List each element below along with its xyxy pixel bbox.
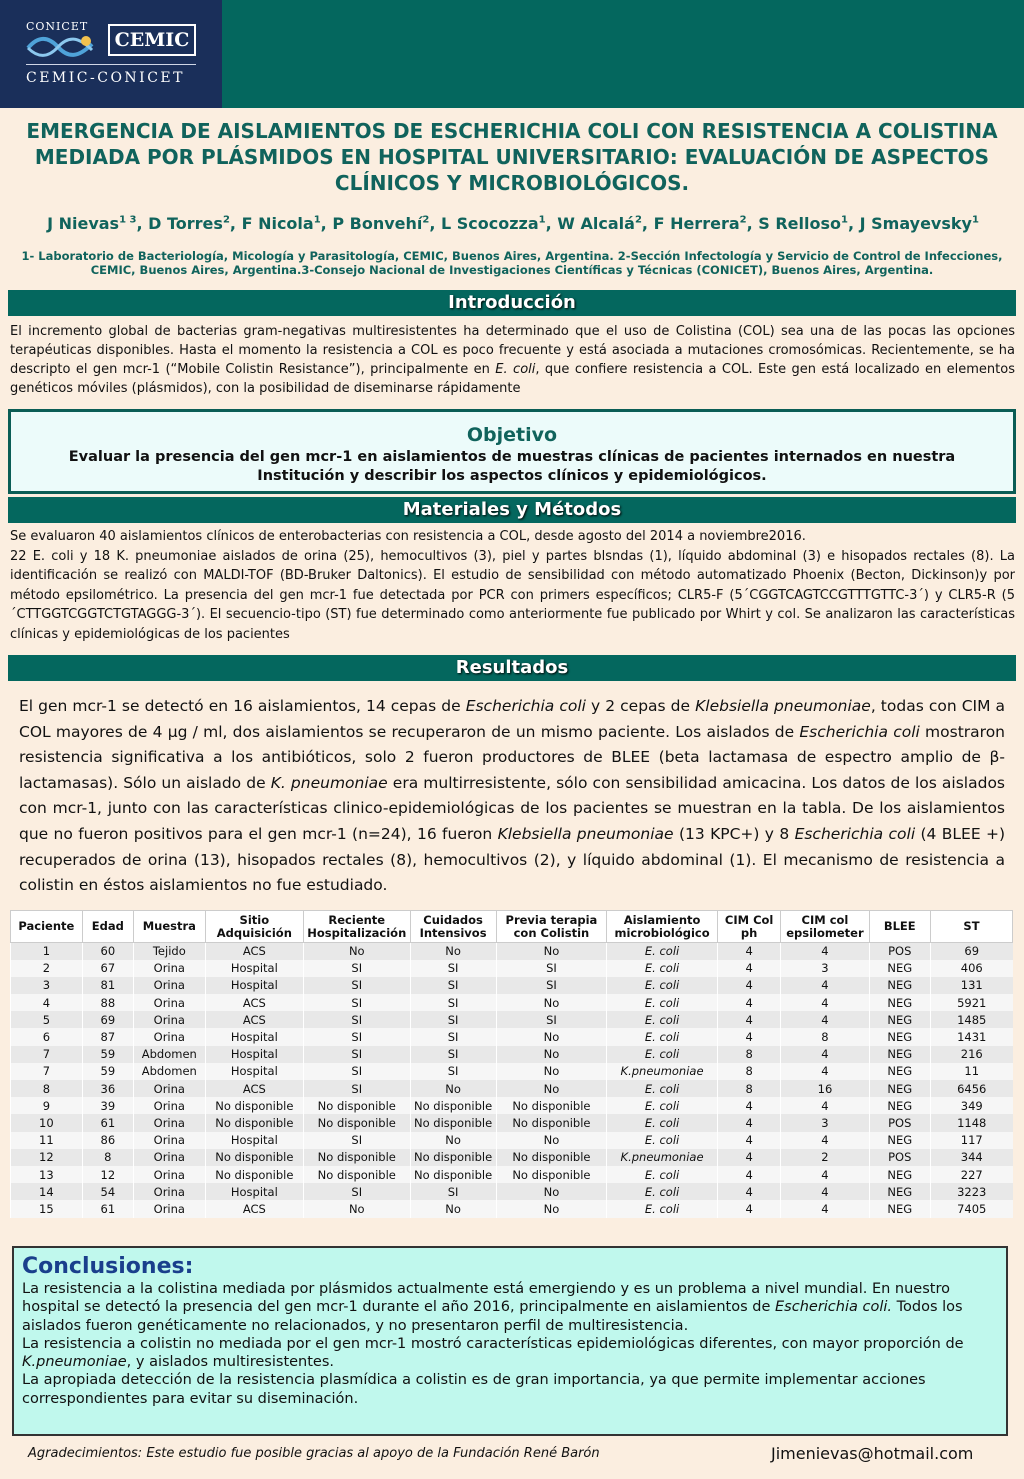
- table-cell: 59: [82, 1063, 133, 1080]
- table-row: [11, 1200, 1013, 1217]
- table-cell: 4: [717, 1200, 781, 1217]
- objetivo-heading: Objetivo: [466, 424, 558, 446]
- table-cell: No disponible: [205, 1149, 303, 1166]
- table-cell: 406: [930, 960, 1012, 977]
- conclusion-paragraph: La resistencia a colistin no mediada por el gen mcr-1 mostró características epidemiológicas diferentes, con mayor proporción de K.pneumoniae, y aislados multiresistentes.: [22, 1335, 964, 1371]
- table-cell: No disponible: [410, 1166, 496, 1183]
- table-cell: 4: [717, 960, 781, 977]
- table-cell: No: [496, 1063, 607, 1080]
- table-cell: 349: [930, 1097, 1012, 1114]
- methods-line: Se evaluaron 40 aislamientos clínicos de enterobacterias con resistencia a COL, desde agosto del 2014 a noviembre2016.: [10, 529, 806, 544]
- methods-heading: Materiales y Métodos: [8, 497, 1016, 523]
- table-cell: NEG: [869, 960, 930, 977]
- table-cell: SI: [410, 994, 496, 1011]
- table-cell: 9: [11, 1097, 83, 1114]
- table-cell: Hospital: [205, 1028, 303, 1045]
- table-cell: No: [304, 1200, 411, 1217]
- table-cell: Orina: [133, 1097, 205, 1114]
- table-cell: POS: [869, 943, 930, 960]
- table-cell: No disponible: [304, 1114, 411, 1131]
- table-cell: 131: [930, 977, 1012, 994]
- col-header: ST: [930, 911, 1012, 943]
- table-row: [11, 1114, 1013, 1131]
- table-cell: E. coli: [607, 1114, 718, 1131]
- author-name: P Bonvehí: [332, 214, 423, 233]
- table-cell: NEG: [869, 994, 930, 1011]
- table-cell: NEG: [869, 1063, 930, 1080]
- table-cell: 4: [781, 994, 869, 1011]
- objetivo-text: Evaluar la presencia del gen mcr-1 en aislamientos de muestras clínicas de pacientes internados en nuestra Institución y describir los aspectos clínicos y epidemiológicos.: [68, 449, 956, 484]
- table-cell: E. coli: [607, 1080, 718, 1097]
- author-name: F Nicola: [241, 214, 314, 233]
- results-table: [10, 910, 1013, 1218]
- cemic-logo: CEMIC: [108, 24, 196, 56]
- contact-email[interactable]: Jimenievas@hotmail.com: [771, 1444, 974, 1463]
- table-cell: Orina: [133, 1183, 205, 1200]
- table-cell: 8: [717, 1063, 781, 1080]
- table-row: [11, 1166, 1013, 1183]
- table-cell: No disponible: [304, 1149, 411, 1166]
- table-cell: No disponible: [496, 1166, 607, 1183]
- table-cell: 4: [717, 1183, 781, 1200]
- table-cell: Orina: [133, 977, 205, 994]
- table-cell: Orina: [133, 1200, 205, 1217]
- table-cell: 3: [781, 1114, 869, 1131]
- methods-text: [10, 527, 1015, 644]
- table-cell: No: [410, 1132, 496, 1149]
- table-cell: 4: [717, 977, 781, 994]
- table-cell: 4: [717, 1097, 781, 1114]
- table-cell: SI: [410, 1046, 496, 1063]
- table-cell: 3223: [930, 1183, 1012, 1200]
- table-cell: 16: [781, 1080, 869, 1097]
- logo-divider: [26, 64, 196, 65]
- table-cell: ACS: [205, 1080, 303, 1097]
- table-cell: 8: [11, 1080, 83, 1097]
- table-cell: 87: [82, 1028, 133, 1045]
- table-cell: No: [410, 943, 496, 960]
- table-row: [11, 977, 1013, 994]
- author-name: J Smayevsky: [859, 214, 972, 233]
- table-cell: 4: [781, 1132, 869, 1149]
- table-cell: Hospital: [205, 1132, 303, 1149]
- table-cell: 69: [82, 1011, 133, 1028]
- table-cell: SI: [410, 1063, 496, 1080]
- table-cell: SI: [410, 1011, 496, 1028]
- table-cell: Orina: [133, 960, 205, 977]
- table-cell: E. coli: [607, 1183, 718, 1200]
- table-cell: NEG: [869, 977, 930, 994]
- results-text: El gen mcr-1 se detectó en 16 aislamientos, 14 cepas de Escherichia coli y 2 cepas de Klebsiella pneumoniae, todas con CIM a COL mayores de 4 µg / ml, dos aislamientos se recuperaron de un mismo paciente. Los aislados de Escherichia coli mostraron resistencia significativa a los antibióticos, solo 2 fueron productores de BLEE (beta lactamasa de espectro amplio de β-lactamasas). Sólo un aislado de K. pneumoniae era multirresistente, sólo con sensibilidad amicacina. Los datos de los aislados con mcr-1, junto con las características clinico-epidemiológicas de los pacientes se muestran en la tabla. De los aislamientos que no fueron positivos para el gen mcr-1 (n=24), 16 fueron Klebsiella pneumoniae (13 KPC+) y 8 Escherichia coli (4 BLEE +) recuperados de orina (13), hisopados rectales (8), hemocultivos (2), y líquido abdominal (1). El mecanismo de resistencia a colistin en éstos aislamientos no fue estudiado.: [19, 697, 1006, 895]
- table-row: [11, 1046, 1013, 1063]
- table-cell: No: [496, 1046, 607, 1063]
- table-cell: SI: [304, 994, 411, 1011]
- author-name: D Torres: [148, 214, 223, 233]
- table-cell: No: [410, 1080, 496, 1097]
- conclusions-text: [22, 1280, 998, 1408]
- author-name: F Herrera: [653, 214, 740, 233]
- table-cell: SI: [410, 1183, 496, 1200]
- table-cell: NEG: [869, 1046, 930, 1063]
- table-cell: No: [496, 1080, 607, 1097]
- table-cell: No disponible: [304, 1097, 411, 1114]
- table-cell: 12: [11, 1149, 83, 1166]
- table-cell: 2: [781, 1149, 869, 1166]
- conicet-wave-icon: [26, 34, 96, 60]
- col-header: Cuidados Intensivos: [410, 911, 496, 943]
- col-header: Aislamiento microbiológico: [607, 911, 718, 943]
- table-cell: Hospital: [205, 1183, 303, 1200]
- conclusion-paragraph: La resistencia a la colistina mediada por plásmidos actualmente está emergiendo y es un problema a nivel mundial. En nuestro hospital se detectó la presencia del gen mcr-1 durante el año 2016, principalmente en aislamientos de Escherichia coli. Todos los aislados fueron genéticamente no relacionados, y no presentaron perfil de multiresistencia.: [22, 1281, 963, 1334]
- table-cell: Hospital: [205, 977, 303, 994]
- table-row: [11, 1011, 1013, 1028]
- table-cell: 3: [781, 960, 869, 977]
- table-cell: NEG: [869, 1200, 930, 1217]
- table-cell: SI: [410, 960, 496, 977]
- table-cell: 1485: [930, 1011, 1012, 1028]
- col-header: CIM Col ph: [717, 911, 781, 943]
- author-list: J Nievas$^{1 3}$, D Torres$^2$, F Nicola$^1$, P Bonvehí$^2$, L Scocozza$^1$, W Alcalá$^2$, F Herrera$^2$, S Relloso$^1$, J Smayevsky$^1$: [47, 214, 979, 233]
- table-cell: 117: [930, 1132, 1012, 1149]
- table-cell: POS: [869, 1114, 930, 1131]
- table-cell: Orina: [133, 1149, 205, 1166]
- table-cell: SI: [304, 1046, 411, 1063]
- table-cell: 81: [82, 977, 133, 994]
- table-cell: 8: [82, 1149, 133, 1166]
- table-cell: 4: [781, 1097, 869, 1114]
- table-body: [11, 943, 1013, 1218]
- table-cell: Orina: [133, 1011, 205, 1028]
- table-cell: K.pneumoniae: [607, 1149, 718, 1166]
- col-header: Previa terapia con Colistin: [496, 911, 607, 943]
- table-cell: No: [304, 943, 411, 960]
- table-cell: No disponible: [205, 1166, 303, 1183]
- table-cell: NEG: [869, 1011, 930, 1028]
- table-row: [11, 1063, 1013, 1080]
- table-cell: Orina: [133, 994, 205, 1011]
- affiliations: 1- Laboratorio de Bacteriología, Micología y Parasitología, CEMIC, Buenos Aires, Argentina. 2-Sección Infectología y Servicio de Control de Infecciones, CEMIC, Buenos Aires, Argentina.3-Consejo Nacional de Investigaciones Científicas y Técnicas (CONICET), Buenos Aires, Argentina.: [21, 249, 1003, 277]
- table-cell: ACS: [205, 1011, 303, 1028]
- conicet-logo-text: CONICET: [26, 20, 89, 33]
- table-cell: Hospital: [205, 1063, 303, 1080]
- table-cell: 1431: [930, 1028, 1012, 1045]
- table-cell: 59: [82, 1046, 133, 1063]
- table-cell: E. coli: [607, 1046, 718, 1063]
- table-row: [11, 1149, 1013, 1166]
- table-cell: 4: [781, 977, 869, 994]
- table-cell: 227: [930, 1166, 1012, 1183]
- table-cell: 4: [717, 1114, 781, 1131]
- table-cell: Abdomen: [133, 1063, 205, 1080]
- table-cell: 12: [82, 1166, 133, 1183]
- table-cell: 69: [930, 943, 1012, 960]
- table-cell: 4: [717, 1028, 781, 1045]
- table-cell: No disponible: [410, 1149, 496, 1166]
- table-cell: SI: [410, 1028, 496, 1045]
- table-cell: 4: [781, 1183, 869, 1200]
- table-cell: 4: [781, 1063, 869, 1080]
- conclusions-box: [12, 1246, 1008, 1436]
- cemic-conicet-label: CEMIC-CONICET: [26, 70, 185, 86]
- table-cell: SI: [304, 1063, 411, 1080]
- table-row: [11, 1097, 1013, 1114]
- table-cell: No disponible: [496, 1114, 607, 1131]
- table-cell: Tejido: [133, 943, 205, 960]
- table-row: [11, 1028, 1013, 1045]
- col-header: BLEE: [869, 911, 930, 943]
- table-cell: 7: [11, 1063, 83, 1080]
- logo-block: [0, 0, 222, 108]
- author-name: L Scocozza: [440, 214, 539, 233]
- table-cell: Orina: [133, 1028, 205, 1045]
- acknowledgements: Agradecimientos: Este estudio fue posible gracias al apoyo de la Fundación René Barón: [28, 1446, 600, 1461]
- table-cell: E. coli: [607, 1132, 718, 1149]
- table-cell: SI: [304, 960, 411, 977]
- table-header-row: [11, 911, 1013, 943]
- objetivo-box: [8, 409, 1016, 494]
- table-cell: 54: [82, 1183, 133, 1200]
- table-cell: No disponible: [410, 1114, 496, 1131]
- methods-paragraph: 22 E. coli y 18 K. pneumoniae aislados de orina (25), hemocultivos (3), piel y partes blsndas (1), líquido abdominal (3) e hisopados rectales (8). La identificación se realizó con MALDI-TOF (BD-Bruker Daltonics). El estudio de sensibilidad con método automatizado Phoenix (Becton, Dickinson)y por método epsilométrico. La presencia del gen mcr-1 fue detectada por PCR con primers específicos; CLR5-F (5´CGGTCAGTCCGTTTGTTC-3´) y CLR5-R (5´CTTGGTCGGTCTGTAGGG-3´). El secuencio-tipo (ST) fue determinado como anteriormente fue publicado por Whirt y col. Se analizaron las características clínicas y epidemiológicas de los pacientes: [10, 548, 1015, 642]
- table-cell: 61: [82, 1114, 133, 1131]
- table-cell: 4: [717, 1149, 781, 1166]
- table-cell: 67: [82, 960, 133, 977]
- intro-text: El incremento global de bacterias gram-negativas multiresistentes ha determinado que el uso de Colistina (COL) sea una de las pocas las opciones terapéuticas disponibles. Hasta el momento la resistencia a COL es poco frecuente y está asociada a mutaciones cromosómicas. Recientemente, se ha descripto el gen mcr-1 (“Mobile Colistin Resistance”), principalmente en E. coli, que confiere resistencia a COL. Este gen está localizado en elementos genéticos móviles (plásmidos), con la posibilidad de diseminarse rápidamente: [10, 324, 1015, 396]
- table-cell: 4: [781, 1011, 869, 1028]
- table-cell: 86: [82, 1132, 133, 1149]
- col-header: Muestra: [133, 911, 205, 943]
- table-cell: SI: [304, 977, 411, 994]
- table-cell: E. coli: [607, 1028, 718, 1045]
- table-cell: SI: [304, 1011, 411, 1028]
- table-cell: 4: [781, 943, 869, 960]
- table-cell: 15: [11, 1200, 83, 1217]
- table-cell: No disponible: [205, 1114, 303, 1131]
- table-cell: NEG: [869, 1132, 930, 1149]
- table-cell: 39: [82, 1097, 133, 1114]
- table-cell: Orina: [133, 1080, 205, 1097]
- table-cell: E. coli: [607, 994, 718, 1011]
- table-cell: NEG: [869, 1080, 930, 1097]
- table-cell: SI: [410, 977, 496, 994]
- poster-title: EMERGENCIA DE AISLAMIENTOS DE ESCHERICHIA COLI CON RESISTENCIA A COLISTINA MEDIADA POR PLÁSMIDOS EN HOSPITAL UNIVERSITARIO: EVALUACIÓN DE ASPECTOS CLÍNICOS Y MICROBIOLÓGICOS.: [26, 119, 998, 195]
- table-row: [11, 943, 1013, 960]
- intro-heading: Introducción: [8, 290, 1016, 316]
- table-cell: NEG: [869, 1166, 930, 1183]
- table-cell: 3: [11, 977, 83, 994]
- table-cell: SI: [496, 960, 607, 977]
- table-cell: 5: [11, 1011, 83, 1028]
- table-cell: Abdomen: [133, 1046, 205, 1063]
- table-cell: No disponible: [496, 1097, 607, 1114]
- table-cell: 13: [11, 1166, 83, 1183]
- table-cell: No disponible: [496, 1149, 607, 1166]
- table-cell: SI: [304, 1183, 411, 1200]
- table-cell: 4: [781, 1200, 869, 1217]
- table-cell: SI: [496, 977, 607, 994]
- col-header: Sitio Adquisición: [205, 911, 303, 943]
- table-cell: E. coli: [607, 1166, 718, 1183]
- table-cell: 8: [781, 1028, 869, 1045]
- table-cell: 4: [717, 1166, 781, 1183]
- table-cell: 36: [82, 1080, 133, 1097]
- table-cell: 4: [717, 1011, 781, 1028]
- author-name: S Relloso: [758, 214, 841, 233]
- table-cell: 2: [11, 960, 83, 977]
- table-cell: NEG: [869, 1028, 930, 1045]
- table-cell: E. coli: [607, 1011, 718, 1028]
- table-cell: 4: [781, 1046, 869, 1063]
- table-cell: Orina: [133, 1114, 205, 1131]
- table-row: [11, 1132, 1013, 1149]
- table-cell: 88: [82, 994, 133, 1011]
- table-cell: 60: [82, 943, 133, 960]
- table-cell: 4: [717, 1132, 781, 1149]
- table-cell: E. coli: [607, 943, 718, 960]
- table-cell: 7: [11, 1046, 83, 1063]
- table-row: [11, 1080, 1013, 1097]
- table-cell: No disponible: [304, 1166, 411, 1183]
- table-cell: ACS: [205, 1200, 303, 1217]
- table-cell: 4: [717, 943, 781, 960]
- table-cell: No: [496, 1028, 607, 1045]
- table-cell: SI: [304, 1132, 411, 1149]
- table-cell: E. coli: [607, 1097, 718, 1114]
- table-cell: NEG: [869, 1097, 930, 1114]
- table-row: [11, 960, 1013, 977]
- table-cell: 1148: [930, 1114, 1012, 1131]
- author-name: J Nievas: [47, 214, 120, 233]
- table-cell: 10: [11, 1114, 83, 1131]
- table-cell: 11: [930, 1063, 1012, 1080]
- table-cell: 5921: [930, 994, 1012, 1011]
- col-header: Reciente Hospitalización: [304, 911, 411, 943]
- table-cell: K.pneumoniae: [607, 1063, 718, 1080]
- table-cell: No: [496, 1132, 607, 1149]
- table-cell: ACS: [205, 943, 303, 960]
- table-cell: 344: [930, 1149, 1012, 1166]
- results-heading: Resultados: [8, 655, 1016, 681]
- col-header: CIM col epsilometer: [781, 911, 869, 943]
- table-cell: Hospital: [205, 1046, 303, 1063]
- table-cell: 8: [717, 1046, 781, 1063]
- table-cell: ACS: [205, 994, 303, 1011]
- table-cell: 7405: [930, 1200, 1012, 1217]
- conclusion-paragraph: La apropiada detección de la resistencia plasmídica a colistin es de gran importancia, ya que permite implementar acciones correspondientes para evitar su diseminación.: [22, 1372, 926, 1407]
- author-name: W Alcalá: [557, 214, 635, 233]
- table-cell: POS: [869, 1149, 930, 1166]
- table-cell: 1: [11, 943, 83, 960]
- table-cell: No: [496, 994, 607, 1011]
- table-cell: 61: [82, 1200, 133, 1217]
- table-cell: No: [496, 943, 607, 960]
- table-cell: E. coli: [607, 960, 718, 977]
- table-cell: E. coli: [607, 1200, 718, 1217]
- table-cell: No disponible: [205, 1097, 303, 1114]
- table-cell: No: [410, 1200, 496, 1217]
- table-cell: Orina: [133, 1132, 205, 1149]
- table-cell: SI: [304, 1028, 411, 1045]
- table-cell: No disponible: [410, 1097, 496, 1114]
- col-header: Paciente: [11, 911, 83, 943]
- table-row: [11, 994, 1013, 1011]
- table-cell: 8: [717, 1080, 781, 1097]
- table-cell: No: [496, 1200, 607, 1217]
- table-cell: 14: [11, 1183, 83, 1200]
- table-cell: No: [496, 1183, 607, 1200]
- col-header: Edad: [82, 911, 133, 943]
- table-cell: Hospital: [205, 960, 303, 977]
- table-cell: 4: [11, 994, 83, 1011]
- table-cell: 6456: [930, 1080, 1012, 1097]
- table-cell: 4: [717, 994, 781, 1011]
- table-cell: E. coli: [607, 977, 718, 994]
- table-cell: 6: [11, 1028, 83, 1045]
- table-cell: 4: [781, 1166, 869, 1183]
- table-cell: 11: [11, 1132, 83, 1149]
- table-row: [11, 1183, 1013, 1200]
- table-cell: 216: [930, 1046, 1012, 1063]
- table-cell: SI: [304, 1080, 411, 1097]
- table-cell: SI: [496, 1011, 607, 1028]
- table-cell: Orina: [133, 1166, 205, 1183]
- table-cell: NEG: [869, 1183, 930, 1200]
- conclusions-heading: Conclusiones:: [22, 1254, 194, 1279]
